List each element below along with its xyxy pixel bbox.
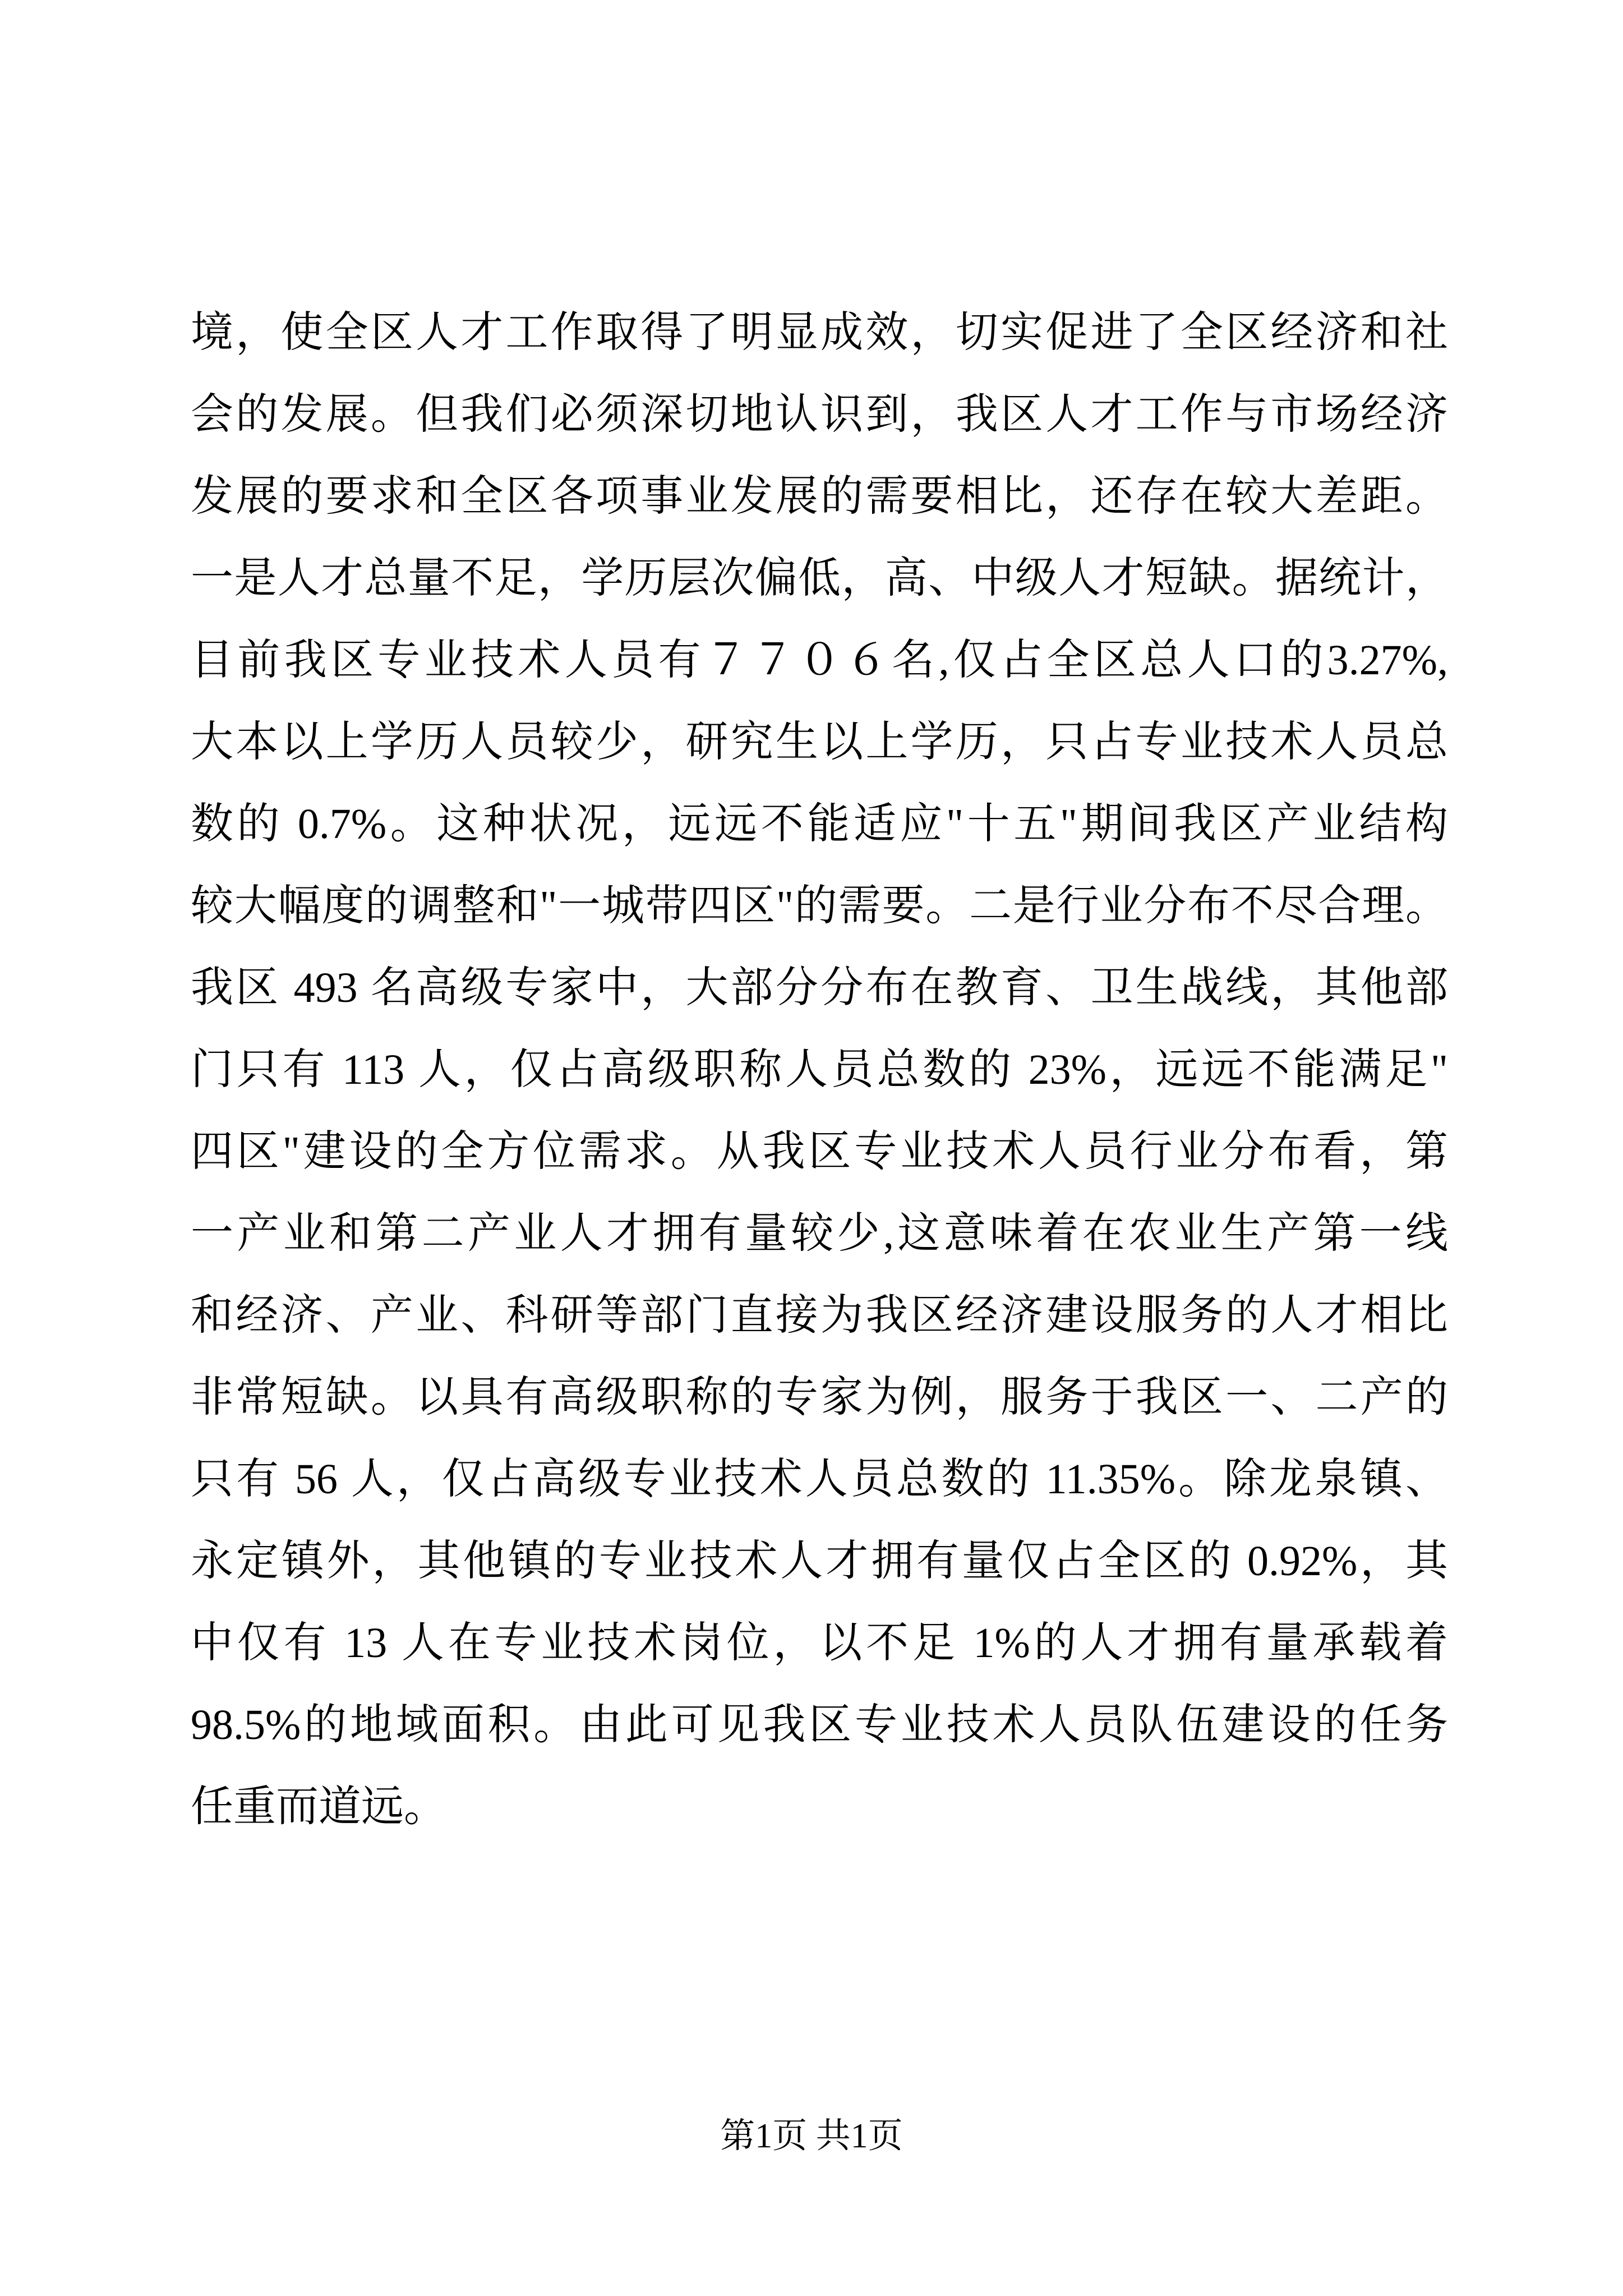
text-line: 目前我区专业技术人员有７７０６名,仅占全区总人口的3.27%, — [191, 637, 1448, 684]
text-line: 任重而道远。 — [191, 1783, 446, 1830]
text-line: 一是人才总量不足，学历层次偏低，高、中级人才短缺。据统计， — [191, 555, 1448, 602]
text-line: 中仅有 13 人在专业技术岗位，以不足 1%的人才拥有量承载着 — [191, 1619, 1448, 1667]
text-line: 和经济、产业、科研等部门直接为我区经济建设服务的人才相比 — [191, 1292, 1448, 1339]
text-line: 会的发展。但我们必须深切地认识到，我区人才工作与市场经济 — [191, 391, 1448, 438]
text-line: 只有 56 人，仅占高级专业技术人员总数的 11.35%。除龙泉镇、 — [191, 1456, 1448, 1503]
page-footer: 第1页 共1页 — [720, 2117, 903, 2155]
text-line: 大本以上学历人员较少，研究生以上学历，只占专业技术人员总 — [191, 719, 1448, 766]
text-line: 较大幅度的调整和"一城带四区"的需要。二是行业分布不尽合理。 — [191, 882, 1448, 930]
text-line: 四区"建设的全方位需求。从我区专业技术人员行业分布看，第 — [191, 1128, 1448, 1175]
text-line: 永定镇外，其他镇的专业技术人才拥有量仅占全区的 0.92%，其 — [191, 1538, 1448, 1585]
text-line: 发展的要求和全区各项事业发展的需要相比，还存在较大差距。 — [191, 473, 1448, 520]
text-line: 数的 0.7%。这种状况，远远不能适应"十五"期间我区产业结构 — [191, 800, 1448, 848]
text-line: 门只有 113 人，仅占高级职称人员总数的 23%，远远不能满足" — [191, 1046, 1448, 1093]
text-line: 境，使全区人才工作取得了明显成效，切实促进了全区经济和社 — [191, 309, 1448, 356]
text-line: 98.5%的地域面积。由此可见我区专业技术人员队伍建设的任务 — [191, 1701, 1448, 1749]
text-line: 我区 493 名高级专家中，大部分分布在教育、卫生战线，其他部 — [191, 964, 1448, 1011]
text-line: 非常短缺。以具有高级职称的专家为例，服务于我区一、二产的 — [191, 1374, 1448, 1421]
body-text — [191, 292, 1448, 1848]
text-line: 一产业和第二产业人才拥有量较少,这意味着在农业生产第一线 — [191, 1210, 1448, 1257]
